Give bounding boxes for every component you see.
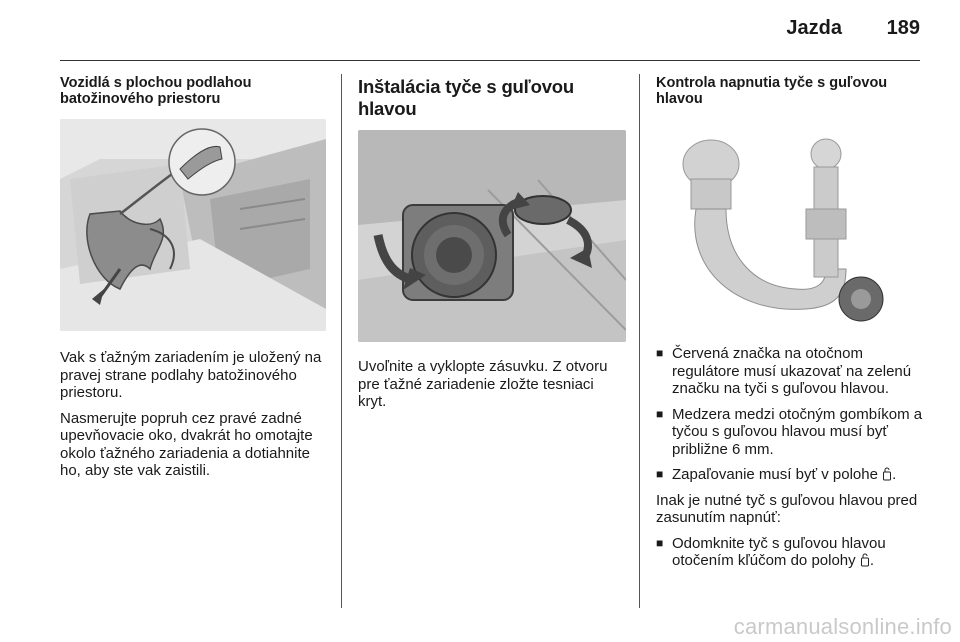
section-heading: Vozidlá s plochou podlahou batožinového priestoru [60, 75, 252, 107]
list-item: ■ Odomknite tyč s guľovou hlavou otočením kľúčom do polohy . [656, 534, 886, 569]
ignition-position-icon [860, 553, 870, 567]
square-bullet-icon: ■ [656, 346, 664, 360]
square-bullet-icon: ■ [656, 467, 664, 481]
list-item: ■ Medzera medzi otočným gombíkom a tyčou s guľovou hlavou musí byť približne 6 mm. [656, 405, 923, 458]
page-number: 189 [886, 17, 920, 39]
ignition-position-icon [882, 467, 892, 481]
column-divider [639, 74, 640, 608]
column-2 [358, 76, 626, 419]
section-heading: Kontrola napnutia tyče s guľovou hlavou [656, 75, 888, 107]
ball-bar-illustration [656, 119, 924, 331]
trunk-towbar-bag-illustration [60, 119, 326, 331]
column-3 [656, 75, 924, 578]
paragraph: Inak je nutné tyč s guľovou hlavou pred zasunutím napnúť: [656, 491, 918, 526]
paragraph: Nasmerujte popruh cez pravé zadné upevňovacie oko, dvakrát ho omotajte okolo ťažného zariadenia a dotiahnite ho, aby ste vak zaistili. [60, 409, 313, 479]
paragraph: Uvoľnite a vyklopte zásuvku. Z otvoru pre ťažné zariadenie zložte tesniaci kryt. [358, 358, 608, 410]
square-bullet-icon: ■ [656, 535, 664, 550]
section-heading: Inštalácia tyče s guľovou hlavou [358, 76, 574, 119]
section-title: Jazda [786, 17, 842, 39]
action-list [656, 535, 924, 570]
list-item: ■ Červená značka na otočnom regulátore musí ukazovať na zelenú značku na tyči s guľovou hlavou. [656, 345, 912, 397]
list-item: ■ Zapaľovanie musí byť v polohe . [656, 466, 897, 483]
watermark: carmanualsonline.info [733, 614, 952, 639]
page-header [60, 0, 920, 61]
square-bullet-icon: ■ [656, 406, 664, 421]
column-divider [341, 74, 342, 608]
paragraph: Vak s ťažným zariadením je uložený na pravej strane podlahy batožinového priestoru. [60, 349, 322, 401]
column-1 [60, 75, 326, 488]
check-list [656, 345, 924, 484]
towbar-socket-illustration [358, 130, 626, 342]
